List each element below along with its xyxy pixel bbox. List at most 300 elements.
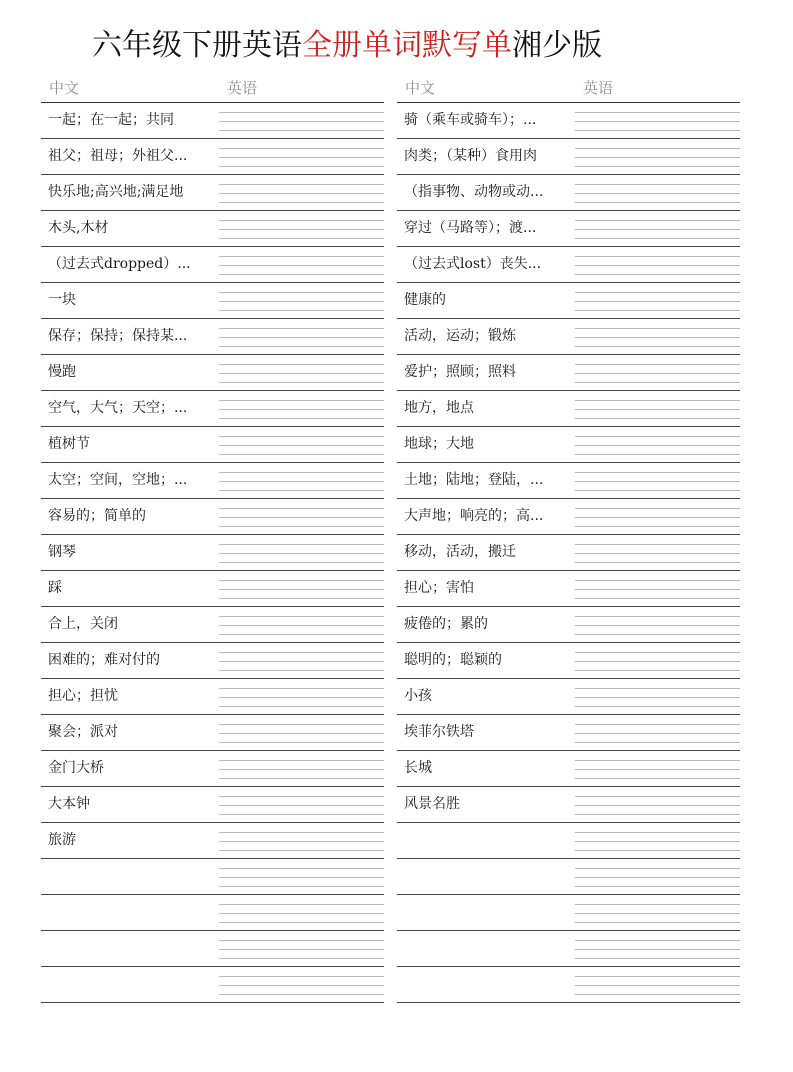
writing-guide-line: [219, 841, 384, 842]
english-writing-lines[interactable]: [575, 760, 740, 780]
writing-guide-line: [219, 229, 384, 230]
writing-guide-line: [219, 184, 384, 185]
writing-guide-line: [219, 418, 384, 419]
title-part-grade: 六年级下册英语: [92, 28, 302, 63]
writing-guide-line: [219, 922, 384, 923]
word-row: [397, 139, 740, 175]
word-row: [397, 319, 740, 355]
writing-guide-line: [219, 580, 384, 581]
writing-guide-line: [219, 994, 384, 995]
english-writing-lines[interactable]: [575, 436, 740, 456]
header-english: 英语: [227, 79, 258, 97]
writing-guide-line: [575, 472, 740, 473]
writing-guide-line: [219, 166, 384, 167]
writing-guide-line: [219, 886, 384, 887]
english-writing-lines[interactable]: [219, 220, 384, 240]
english-writing-lines[interactable]: [219, 148, 384, 168]
writing-guide-line: [575, 148, 740, 149]
writing-guide-line: [219, 202, 384, 203]
writing-guide-line: [575, 724, 740, 725]
writing-guide-line: [575, 562, 740, 563]
english-writing-lines[interactable]: [219, 184, 384, 204]
chinese-meaning: 健康的: [404, 292, 446, 308]
writing-guide-line: [575, 193, 740, 194]
word-row: [397, 607, 740, 643]
chinese-meaning: 容易的；简单的: [48, 508, 146, 524]
word-row: [41, 319, 384, 355]
writing-guide-line: [219, 310, 384, 311]
writing-guide-line: [575, 580, 740, 581]
left-word-column: [41, 72, 384, 1003]
chinese-meaning: 太空；空间，空地；...: [48, 472, 188, 488]
writing-guide-line: [219, 832, 384, 833]
chinese-meaning: 踩: [48, 580, 62, 596]
english-writing-lines[interactable]: [575, 580, 740, 600]
writing-guide-line: [575, 598, 740, 599]
writing-guide-line: [219, 238, 384, 239]
writing-guide-line: [575, 778, 740, 779]
writing-guide-line: [219, 688, 384, 689]
writing-guide-line: [575, 706, 740, 707]
word-row: [41, 751, 384, 787]
writing-guide-line: [219, 148, 384, 149]
writing-guide-line: [575, 526, 740, 527]
writing-guide-line: [219, 616, 384, 617]
writing-guide-line: [575, 832, 740, 833]
writing-guide-line: [575, 985, 740, 986]
english-writing-lines[interactable]: [219, 940, 384, 960]
english-writing-lines[interactable]: [219, 400, 384, 420]
chinese-meaning: 活动，运动；锻炼: [404, 328, 516, 344]
english-writing-lines[interactable]: [575, 508, 740, 528]
word-row: [397, 823, 740, 859]
english-writing-lines[interactable]: [575, 652, 740, 672]
writing-guide-line: [219, 454, 384, 455]
writing-guide-line: [575, 409, 740, 410]
writing-guide-line: [575, 652, 740, 653]
writing-guide-line: [219, 130, 384, 131]
chinese-meaning: （过去式dropped）...: [48, 256, 191, 272]
writing-guide-line: [219, 274, 384, 275]
header-chinese: 中文: [49, 79, 80, 97]
writing-guide-line: [575, 400, 740, 401]
chinese-meaning: 骑（乘车或骑车）；...: [404, 112, 537, 128]
english-writing-lines[interactable]: [219, 472, 384, 492]
word-row: [41, 283, 384, 319]
english-writing-lines[interactable]: [219, 868, 384, 888]
word-row: [41, 139, 384, 175]
english-writing-lines[interactable]: [219, 796, 384, 816]
word-row: [41, 211, 384, 247]
word-row: [41, 895, 384, 931]
chinese-meaning: 大声地；响亮的；高...: [404, 508, 544, 524]
english-writing-lines[interactable]: [219, 580, 384, 600]
english-writing-lines[interactable]: [219, 112, 384, 132]
english-writing-lines[interactable]: [575, 688, 740, 708]
english-writing-lines[interactable]: [575, 976, 740, 996]
english-writing-lines[interactable]: [219, 256, 384, 276]
writing-guide-line: [219, 706, 384, 707]
word-row: [397, 931, 740, 967]
writing-guide-line: [575, 841, 740, 842]
writing-guide-line: [219, 985, 384, 986]
english-writing-lines[interactable]: [575, 940, 740, 960]
writing-guide-line: [575, 274, 740, 275]
writing-guide-line: [575, 616, 740, 617]
writing-guide-line: [219, 958, 384, 959]
title-part-highlight: 全册单词默写单: [302, 28, 512, 63]
chinese-meaning: 小孩: [404, 688, 432, 704]
writing-guide-line: [219, 562, 384, 563]
word-row: [397, 715, 740, 751]
chinese-meaning: 慢跑: [48, 364, 76, 380]
word-row: [397, 427, 740, 463]
writing-guide-line: [575, 373, 740, 374]
word-row: [41, 967, 384, 1003]
writing-guide-line: [575, 112, 740, 113]
writing-guide-line: [575, 661, 740, 662]
writing-guide-line: [575, 688, 740, 689]
writing-guide-line: [575, 301, 740, 302]
word-row: [397, 787, 740, 823]
word-row: [397, 355, 740, 391]
english-writing-lines[interactable]: [219, 832, 384, 852]
writing-guide-line: [575, 886, 740, 887]
writing-guide-line: [219, 814, 384, 815]
chinese-meaning: 地球；大地: [404, 436, 474, 452]
chinese-meaning: 一块: [48, 292, 76, 308]
writing-guide-line: [219, 589, 384, 590]
word-row: [397, 679, 740, 715]
writing-guide-line: [575, 265, 740, 266]
word-row: [41, 571, 384, 607]
english-writing-lines[interactable]: [575, 472, 740, 492]
word-row: [397, 103, 740, 139]
writing-guide-line: [575, 589, 740, 590]
chinese-meaning: 金门大桥: [48, 760, 104, 776]
writing-guide-line: [219, 670, 384, 671]
english-writing-lines[interactable]: [575, 400, 740, 420]
writing-guide-line: [219, 661, 384, 662]
writing-guide-line: [575, 940, 740, 941]
word-row: [397, 211, 740, 247]
chinese-meaning: 穿过（马路等）；渡...: [404, 220, 537, 236]
writing-guide-line: [219, 634, 384, 635]
english-writing-lines[interactable]: [219, 904, 384, 924]
writing-guide-line: [575, 256, 740, 257]
writing-guide-line: [219, 436, 384, 437]
writing-guide-line: [219, 157, 384, 158]
writing-guide-line: [575, 220, 740, 221]
writing-guide-line: [219, 553, 384, 554]
chinese-meaning: 疲倦的；累的: [404, 616, 488, 632]
english-writing-lines[interactable]: [219, 364, 384, 384]
writing-guide-line: [575, 184, 740, 185]
word-row: [397, 895, 740, 931]
column-header: [41, 72, 384, 103]
writing-guide-line: [575, 121, 740, 122]
writing-guide-line: [575, 328, 740, 329]
writing-guide-line: [219, 697, 384, 698]
english-writing-lines[interactable]: [575, 724, 740, 744]
writing-guide-line: [219, 382, 384, 383]
writing-guide-line: [219, 445, 384, 446]
writing-guide-line: [219, 121, 384, 122]
chinese-meaning: 植树节: [48, 436, 90, 452]
writing-guide-line: [219, 328, 384, 329]
writing-guide-line: [575, 868, 740, 869]
writing-guide-line: [219, 760, 384, 761]
writing-guide-line: [219, 301, 384, 302]
writing-guide-line: [575, 544, 740, 545]
word-row: [41, 607, 384, 643]
writing-guide-line: [575, 742, 740, 743]
writing-guide-line: [219, 868, 384, 869]
chinese-meaning: 肉类；（某种）食用肉: [404, 148, 537, 164]
writing-guide-line: [219, 517, 384, 518]
word-row: [397, 247, 740, 283]
right-word-column: [397, 72, 740, 1003]
chinese-meaning: 担心；害怕: [404, 580, 474, 596]
writing-guide-line: [219, 526, 384, 527]
writing-guide-line: [219, 796, 384, 797]
chinese-meaning: 旅游: [48, 832, 76, 848]
writing-guide-line: [575, 436, 740, 437]
writing-guide-line: [219, 742, 384, 743]
chinese-meaning: 聚会；派对: [48, 724, 118, 740]
writing-guide-line: [219, 409, 384, 410]
chinese-meaning: （过去式lost）丧失...: [404, 256, 542, 272]
word-row: [41, 823, 384, 859]
word-row: [41, 787, 384, 823]
writing-guide-line: [219, 805, 384, 806]
english-writing-lines[interactable]: [575, 148, 740, 168]
writing-guide-line: [575, 733, 740, 734]
writing-guide-line: [219, 625, 384, 626]
writing-guide-line: [219, 913, 384, 914]
english-writing-lines[interactable]: [575, 796, 740, 816]
english-writing-lines[interactable]: [575, 292, 740, 312]
writing-guide-line: [575, 418, 740, 419]
writing-guide-line: [575, 517, 740, 518]
writing-guide-line: [219, 364, 384, 365]
english-writing-lines[interactable]: [575, 184, 740, 204]
english-writing-lines[interactable]: [575, 220, 740, 240]
word-row: [397, 463, 740, 499]
english-writing-lines[interactable]: [575, 832, 740, 852]
writing-guide-line: [219, 778, 384, 779]
chinese-meaning: 合上，关闭: [48, 616, 118, 632]
word-row: [41, 499, 384, 535]
writing-guide-line: [219, 949, 384, 950]
writing-guide-line: [575, 760, 740, 761]
writing-guide-line: [575, 625, 740, 626]
writing-guide-line: [219, 373, 384, 374]
english-writing-lines[interactable]: [219, 976, 384, 996]
english-writing-lines[interactable]: [575, 616, 740, 636]
writing-guide-line: [575, 292, 740, 293]
writing-guide-line: [219, 220, 384, 221]
writing-guide-line: [575, 904, 740, 905]
writing-guide-line: [575, 454, 740, 455]
chinese-meaning: 一起；在一起；共同: [48, 112, 174, 128]
word-row: [41, 355, 384, 391]
word-row: [397, 499, 740, 535]
word-row: [397, 175, 740, 211]
writing-guide-line: [575, 490, 740, 491]
chinese-meaning: 钢琴: [48, 544, 76, 560]
chinese-meaning: 风景名胜: [404, 796, 460, 812]
word-row: [397, 859, 740, 895]
writing-guide-line: [575, 553, 740, 554]
english-writing-lines[interactable]: [575, 256, 740, 276]
writing-guide-line: [219, 346, 384, 347]
writing-guide-line: [219, 265, 384, 266]
chinese-meaning: 长城: [404, 760, 432, 776]
writing-guide-line: [575, 238, 740, 239]
chinese-meaning: 快乐地;高兴地;满足地: [48, 184, 184, 200]
writing-guide-line: [219, 490, 384, 491]
title-part-edition: 湘少版: [512, 28, 602, 63]
english-writing-lines[interactable]: [219, 544, 384, 564]
chinese-meaning: 爱护；照顾；照料: [404, 364, 516, 380]
chinese-meaning: （指事物、动物或动...: [404, 184, 544, 200]
writing-guide-line: [575, 382, 740, 383]
writing-guide-line: [575, 877, 740, 878]
writing-guide-line: [575, 508, 740, 509]
word-row: [41, 679, 384, 715]
writing-guide-line: [219, 481, 384, 482]
writing-guide-line: [575, 814, 740, 815]
writing-guide-line: [219, 940, 384, 941]
writing-guide-line: [219, 733, 384, 734]
english-writing-lines[interactable]: [219, 652, 384, 672]
chinese-meaning: 聪明的；聪颖的: [404, 652, 502, 668]
writing-guide-line: [219, 256, 384, 257]
writing-guide-line: [219, 112, 384, 113]
chinese-meaning: 困难的；难对付的: [48, 652, 160, 668]
word-row: [397, 643, 740, 679]
word-row: [397, 571, 740, 607]
english-writing-lines[interactable]: [575, 112, 740, 132]
column-header: [397, 72, 740, 103]
writing-guide-line: [575, 634, 740, 635]
writing-guide-line: [575, 130, 740, 131]
writing-guide-line: [575, 202, 740, 203]
word-row: [41, 463, 384, 499]
writing-guide-line: [575, 805, 740, 806]
chinese-meaning: 埃菲尔铁塔: [404, 724, 474, 740]
word-row: [397, 283, 740, 319]
english-writing-lines[interactable]: [219, 328, 384, 348]
writing-guide-line: [219, 337, 384, 338]
word-row: [41, 535, 384, 571]
writing-guide-line: [575, 769, 740, 770]
word-row: [41, 103, 384, 139]
writing-guide-line: [219, 724, 384, 725]
english-writing-lines[interactable]: [219, 688, 384, 708]
writing-guide-line: [575, 337, 740, 338]
writing-guide-line: [575, 481, 740, 482]
writing-guide-line: [575, 346, 740, 347]
writing-guide-line: [575, 166, 740, 167]
writing-guide-line: [219, 400, 384, 401]
word-row: [41, 643, 384, 679]
writing-guide-line: [219, 976, 384, 977]
chinese-meaning: 移动，活动，搬迁: [404, 544, 516, 560]
writing-guide-line: [575, 310, 740, 311]
page-title: [92, 26, 602, 66]
english-writing-lines[interactable]: [575, 328, 740, 348]
word-row: [397, 391, 740, 427]
writing-guide-line: [219, 904, 384, 905]
word-row: [41, 247, 384, 283]
writing-guide-line: [575, 958, 740, 959]
writing-guide-line: [575, 922, 740, 923]
chinese-meaning: 地方，地点: [404, 400, 474, 416]
writing-guide-line: [575, 157, 740, 158]
writing-guide-line: [575, 670, 740, 671]
writing-guide-line: [219, 193, 384, 194]
chinese-meaning: 祖父；祖母；外祖父...: [48, 148, 188, 164]
chinese-meaning: 土地；陆地；登陆，...: [404, 472, 544, 488]
writing-guide-line: [575, 229, 740, 230]
english-writing-lines[interactable]: [219, 436, 384, 456]
word-row: [41, 391, 384, 427]
writing-guide-line: [219, 292, 384, 293]
word-row: [41, 859, 384, 895]
writing-guide-line: [575, 364, 740, 365]
chinese-meaning: 保存；保持；保持某...: [48, 328, 188, 344]
english-writing-lines[interactable]: [219, 760, 384, 780]
word-row: [397, 751, 740, 787]
word-row: [41, 175, 384, 211]
english-writing-lines[interactable]: [219, 724, 384, 744]
writing-guide-line: [575, 850, 740, 851]
writing-guide-line: [575, 976, 740, 977]
word-row: [41, 427, 384, 463]
word-row: [41, 715, 384, 751]
english-writing-lines[interactable]: [219, 616, 384, 636]
english-writing-lines[interactable]: [575, 544, 740, 564]
header-chinese: 中文: [405, 79, 436, 97]
writing-guide-line: [219, 769, 384, 770]
writing-guide-line: [219, 652, 384, 653]
writing-guide-line: [219, 472, 384, 473]
chinese-meaning: 担心；担忧: [48, 688, 118, 704]
chinese-meaning: 空气，大气；天空；...: [48, 400, 188, 416]
header-english: 英语: [583, 79, 614, 97]
english-writing-lines[interactable]: [219, 508, 384, 528]
writing-guide-line: [219, 850, 384, 851]
writing-guide-line: [575, 994, 740, 995]
english-writing-lines[interactable]: [575, 364, 740, 384]
writing-guide-line: [219, 544, 384, 545]
chinese-meaning: 木头,木材: [48, 220, 109, 236]
writing-guide-line: [575, 796, 740, 797]
word-row: [397, 967, 740, 1003]
english-writing-lines[interactable]: [575, 868, 740, 888]
writing-guide-line: [219, 598, 384, 599]
word-row: [41, 931, 384, 967]
writing-guide-line: [219, 877, 384, 878]
english-writing-lines[interactable]: [575, 904, 740, 924]
english-writing-lines[interactable]: [219, 292, 384, 312]
word-row: [397, 535, 740, 571]
writing-guide-line: [575, 445, 740, 446]
writing-guide-line: [575, 949, 740, 950]
writing-guide-line: [575, 697, 740, 698]
